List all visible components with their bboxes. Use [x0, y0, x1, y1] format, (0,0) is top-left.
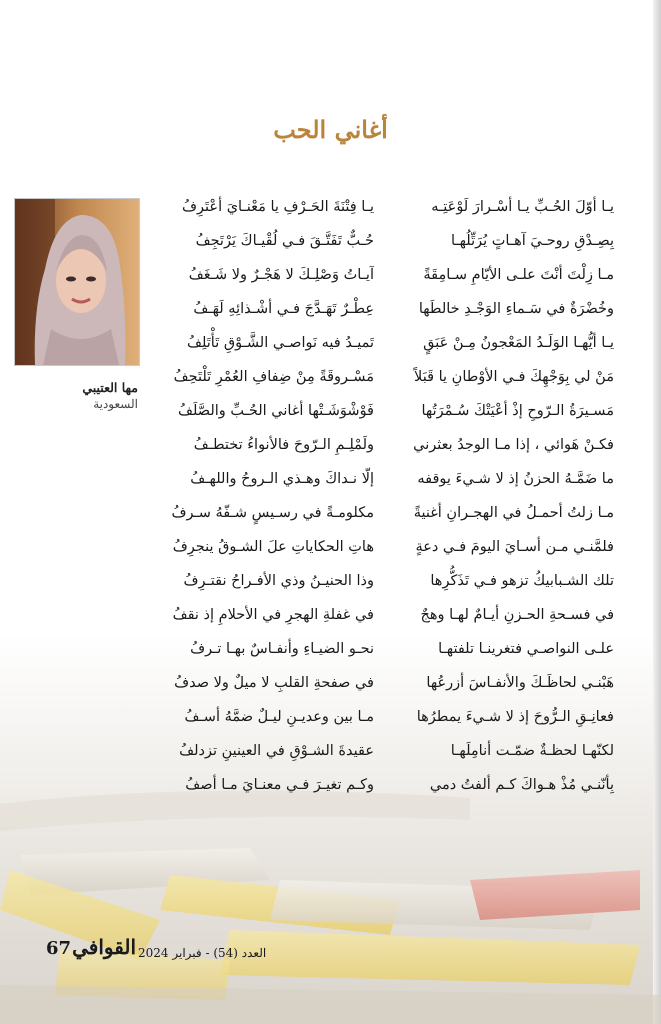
verse-line: عِطْـرٌ تَهَـدَّجَ فـي أشْـذائِهِ لَهَـفُ: [193, 301, 374, 317]
logo-text: القوافي: [72, 935, 136, 959]
verse-line: فكـنْ هَوائي ، إذا مـا الوجدُ بعثرني: [413, 437, 614, 453]
page-title: أغاني الحب: [273, 115, 388, 144]
verse-line: فعانِـقِ الـرُّوحَ إذ لا شـيءَ يمطرُها: [416, 709, 614, 725]
verse-line: في غفلةِ الهجرِ في الأحلامِ إذ نقفُ: [172, 607, 374, 623]
verse-line: يـا أوّلَ الحُـبِّ يـا أسْـرارَ لَوْعَتِـه: [431, 199, 614, 215]
verse-line: في صفحةِ القلبِ لا ميلٌ ولا صدفُ: [174, 675, 374, 691]
verse-line: لكنّهـا لحظـةٌ ضمّـت أنامِلَهـا: [450, 743, 614, 759]
author-country: السعودية: [93, 397, 138, 411]
verse-line: تَميـدُ فيه نَواصـي الشَّـوْقِ تَأْتَلِفُ: [186, 335, 374, 351]
magazine-logo: [72, 926, 136, 970]
verse-line: حُـبٌّ تَفَتَّـقَ فـي لُقْيـاكَ يَرْتَجِفُ: [195, 233, 374, 249]
verse-line: تلك الشـبابيكُ تزهو فـي تَذَكُّرِها: [430, 573, 614, 589]
verse-line: وكـم تغيـرَ فـي معنـايَ مـا أصفُ: [185, 777, 374, 793]
verse-line: هاتِ الحكاياتِ علَ الشـوقُ ينجرِفُ: [172, 539, 374, 555]
verse-line: مـا بين وعديـنِ ليـلٌ ضمَّهُ أسـفُ: [184, 709, 374, 725]
verse-line: وخُضْرَةٌ في سَـماءِ الوَجْـدِ خالطَها: [418, 301, 614, 317]
verse-line: علـى النواصـي فتغرينـا تلفتهـا: [438, 641, 614, 657]
verse-line: بِأنّنـي مُذْ هـواكَ كـم ألفتُ دمي: [429, 777, 614, 793]
poem-column-right: [384, 190, 614, 802]
author-name: مها العتيبي: [82, 380, 138, 395]
verse-line: نحـو الضيـاءِ وأنفـاسٌ بهـا تـرفُ: [190, 641, 374, 657]
page-number: 67: [46, 938, 72, 959]
verse-line: إلّا نـداكَ وهـذي الـروحُ واللهـفُ: [190, 471, 374, 487]
issue-info: العدد (54) - فبراير 2024: [138, 946, 267, 960]
verse-line: آيـاتُ وَصْلِـكَ لا هَجْـرٌ ولا شَـغَفُ: [188, 267, 374, 283]
verse-line: فَوْشْوَشَـتْها أغاني الحُـبِّ والصَّلَفُ: [177, 403, 374, 419]
verse-line: في فسـحةِ الحـزنِ أيـامٌ لهـا وهجٌ: [420, 607, 614, 623]
verse-line: ما ضَمَّـهُ الحزنُ إذ لا شـيءَ يوقفه: [417, 471, 614, 487]
verse-line: مَسـيرَةُ الـرّوحِ إذْ أعْيَتْكَ سُـمْرَتُها: [421, 403, 614, 419]
verse-line: مـا زِلْتَ أنْتَ علـى الأيّامِ سـامِقَةً: [423, 267, 614, 283]
author-photo: [14, 198, 140, 366]
verse-line: وذا الحنيـنُ وذي الأفـراحُ نقتـرِفُ: [183, 573, 374, 589]
poem-column-left: [162, 190, 374, 802]
verse-line: مَنْ لي بِوَجْهِكَ فـي الأوْطانِ يا قَبَلاً: [414, 369, 614, 385]
verse-line: يـا فِتْنَةَ الحَـرْفِ يا مَعْنـايَ أعْتَرِفُ: [182, 199, 374, 215]
verse-line: مـا زلتُ أحمـلُ في الهجـرانِ أغنيةً: [413, 505, 614, 521]
verse-line: يـا أيُّهـا الوَلَـدُ المَعْجونُ مِـنْ عَبَقٍ: [423, 335, 614, 351]
verse-line: بِصِـدْقِ روحـيَ آهـاتٍ يُرَتِّلُهـا: [450, 233, 614, 249]
verse-line: عقيدةَ الشـوْقِ في العينينِ تزدلفُ: [179, 743, 374, 759]
verse-line: مكلومـةً في رسـيسٍ شـفّهُ سـرفُ: [171, 505, 374, 521]
verse-line: مَسْـروقَةً مِنْ ضِفافِ العُمْرِ تَلْتَحِفُ: [173, 369, 374, 385]
verse-line: فلمَّنـي مـن أسـايَ اليومَ فـي دعةٍ: [415, 539, 614, 555]
verse-line: هَبْنـي لحاظَـكَ والأنفـاسَ أزرعُها: [426, 675, 614, 691]
verse-line: ولَمْلِـمِ الـرّوحَ فالأنواءُ تختطـفُ: [193, 437, 374, 453]
